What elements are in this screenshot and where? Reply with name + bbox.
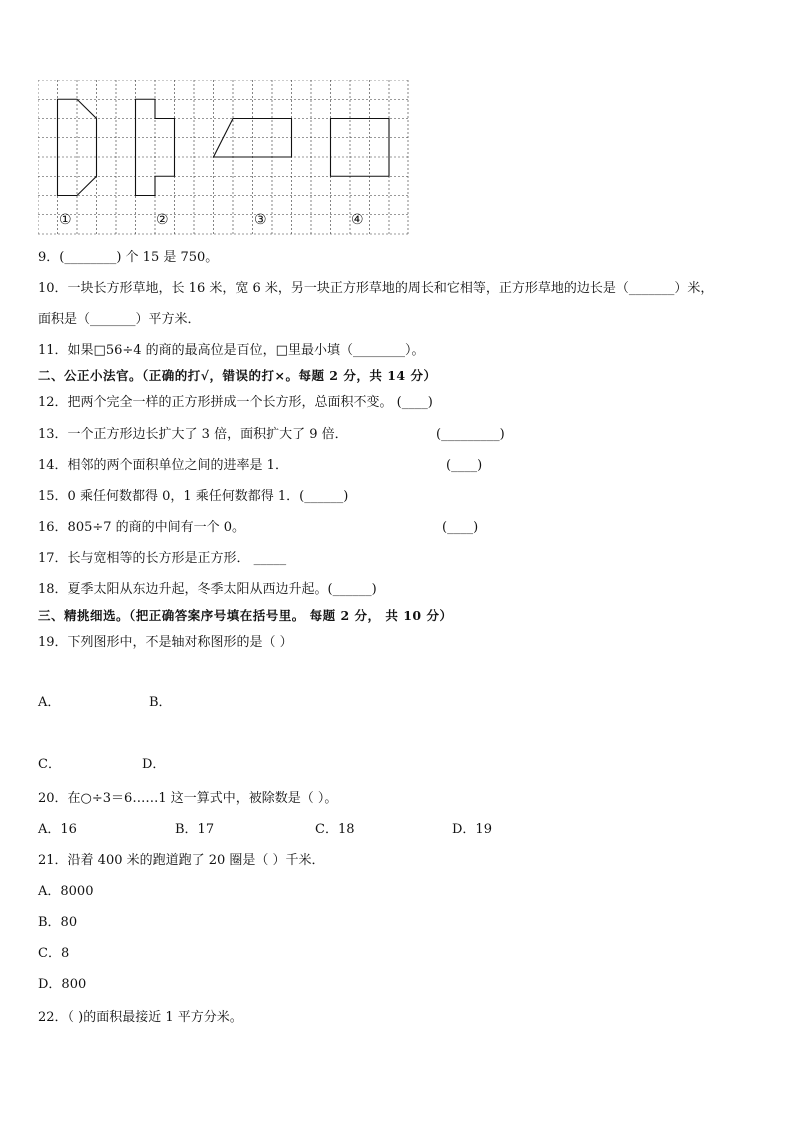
question-19-option-c[interactable]: C． — [38, 757, 61, 772]
question-9: 9．(________) 个 15 是 750。 — [38, 250, 219, 265]
figure-label-4: ④ — [351, 212, 364, 228]
question-10-line-1: 10．一块长方形草地，长 16 米，宽 6 米，另一块正方形草地的周长和它相等，正方形草地的边长是（_______）米， — [38, 281, 714, 296]
question-10-line-2: 面积是（_______）平方米． — [38, 312, 201, 327]
question-20-option-a[interactable]: A．16 — [38, 822, 77, 837]
question-22: 22．（ )的面积最接近 1 平方分米。 — [38, 1010, 243, 1025]
question-21-option-a[interactable]: A．8000 — [38, 884, 94, 899]
shape-4 — [331, 119, 390, 177]
question-16: 16．805÷7 的商的中间有一个 0。 — [38, 520, 246, 535]
question-16-answer-blank[interactable]: (____) — [442, 520, 479, 535]
question-14-answer-blank[interactable]: (____) — [446, 458, 483, 473]
section-3-heading: 三、精挑细选。（把正确答案序号填在括号里。 每题 2 分， 共 10 分） — [38, 608, 453, 623]
question-19-option-b[interactable]: B． — [149, 695, 172, 710]
section-2-heading: 二、公正小法官。（正确的打√，错误的打×。每题 2 分，共 14 分） — [38, 368, 437, 383]
figure-label-2: ② — [156, 212, 169, 228]
grid-figure — [38, 80, 410, 240]
question-17: 17．长与宽相等的长方形是正方形． _____ — [38, 551, 287, 566]
question-19: 19．下列图形中，不是轴对称图形的是（ ） — [38, 635, 293, 650]
question-20: 20．在○÷3＝6……1 这一算式中，被除数是（ ）。 — [38, 791, 338, 806]
question-12: 12．把两个完全一样的正方形拼成一个长方形，总面积不变。 (____) — [38, 395, 433, 410]
question-11: 11．如果□56÷4 的商的最高位是百位，□里最小填（________）。 — [38, 343, 425, 358]
figure-label-3: ③ — [254, 212, 267, 228]
question-18: 18．夏季太阳从东边升起，冬季太阳从西边升起。(______) — [38, 582, 377, 597]
question-14: 14．相邻的两个面积单位之间的进率是 1． — [38, 458, 288, 473]
question-21-option-d[interactable]: D．800 — [38, 977, 87, 992]
question-21: 21．沿着 400 米的跑道跑了 20 圈是（ ）千米． — [38, 853, 325, 868]
question-19-option-a[interactable]: A． — [38, 695, 61, 710]
figure-label-1: ① — [59, 212, 72, 228]
question-19-option-d[interactable]: D． — [142, 757, 166, 772]
question-20-option-d[interactable]: D．19 — [452, 822, 492, 837]
question-20-option-c[interactable]: C．18 — [315, 822, 355, 837]
question-13-answer-blank[interactable]: (_________) — [436, 427, 505, 442]
question-21-option-c[interactable]: C．8 — [38, 946, 70, 961]
question-20-option-b[interactable]: B．17 — [175, 822, 215, 837]
question-21-option-b[interactable]: B．80 — [38, 915, 78, 930]
question-15: 15．0 乘任何数都得 0，1 乘任何数都得 1．(______) — [38, 489, 349, 504]
shape-2 — [136, 99, 175, 195]
question-13: 13．一个正方形边长扩大了 3 倍，面积扩大了 9 倍． — [38, 427, 348, 442]
